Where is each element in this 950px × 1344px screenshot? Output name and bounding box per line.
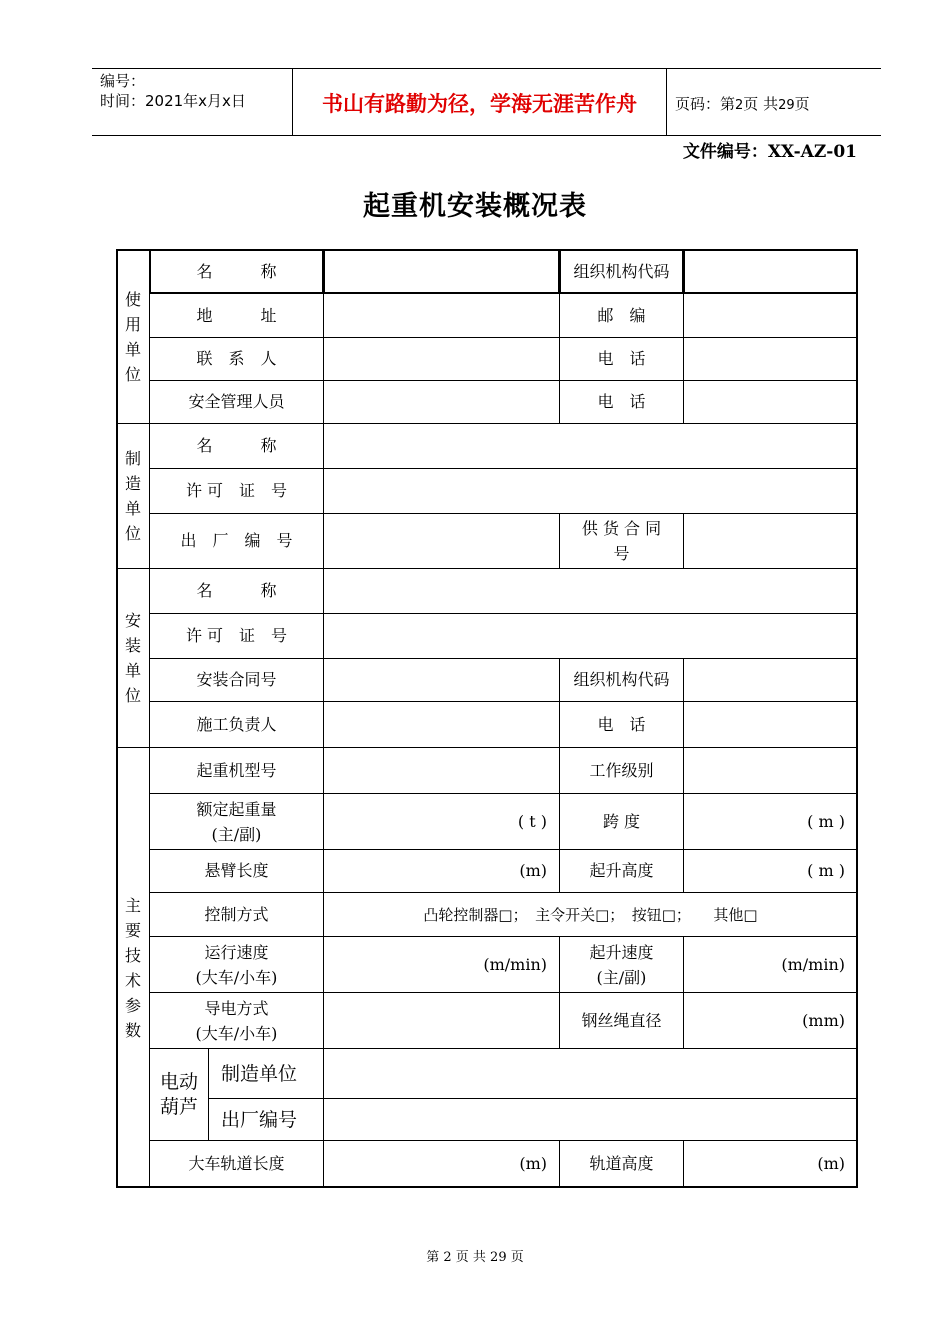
field-power-supply[interactable] bbox=[323, 992, 560, 1049]
unit-m: (m) bbox=[519, 1154, 547, 1173]
field-user-phone[interactable] bbox=[683, 337, 858, 381]
page-prefix: 页码：第 bbox=[675, 95, 736, 113]
label-line: 电动 bbox=[159, 1070, 198, 1093]
header-divider bbox=[666, 69, 667, 135]
unit-t: ( t ) bbox=[517, 811, 547, 831]
label-hoist-serial: 出厂编号 bbox=[208, 1098, 324, 1141]
page-mid: 页 共 bbox=[743, 95, 779, 113]
label-boom-length: 悬臂长度 bbox=[149, 849, 324, 893]
label-line: 起升速度 bbox=[589, 942, 654, 962]
file-number: 文件编号：XX-AZ-01 bbox=[682, 142, 857, 162]
label-hoist-maker: 制造单位 bbox=[208, 1048, 324, 1099]
label-maker-serial: 出 厂 编 号 bbox=[149, 513, 324, 569]
group-char: 制 bbox=[124, 449, 141, 468]
unit-m: (m) bbox=[519, 861, 547, 880]
field-user-name[interactable] bbox=[323, 249, 560, 294]
field-maker-serial[interactable] bbox=[323, 513, 560, 569]
label-install-contract: 安装合同号 bbox=[149, 658, 324, 702]
group-char: 造 bbox=[124, 474, 141, 493]
label-rated-load bbox=[149, 793, 324, 850]
group-char: 位 bbox=[124, 686, 141, 705]
field-construction-leader[interactable] bbox=[323, 701, 560, 748]
group-char: 装 bbox=[124, 636, 141, 655]
group-char: 位 bbox=[124, 364, 141, 384]
page-title: 起重机安装概况表 bbox=[363, 191, 587, 222]
group-maker bbox=[116, 423, 150, 569]
label-crane-model: 起重机型号 bbox=[149, 747, 324, 794]
crane-install-form bbox=[116, 249, 858, 1188]
group-char: 安 bbox=[124, 611, 141, 630]
group-char: 参 bbox=[124, 995, 141, 1015]
page-header bbox=[92, 68, 881, 136]
group-char: 数 bbox=[124, 1020, 141, 1040]
label-user-safety-manager: 安全管理人员 bbox=[149, 380, 324, 424]
field-user-phone-2[interactable] bbox=[683, 380, 858, 424]
label-rail-height: 轨道高度 bbox=[559, 1140, 684, 1188]
unit-mm: (mm) bbox=[802, 1010, 845, 1030]
code-label: 编号： bbox=[100, 72, 146, 90]
field-boom-length[interactable] bbox=[323, 849, 560, 893]
label-user-address: 地 址 bbox=[149, 293, 324, 338]
field-hoist-serial[interactable] bbox=[323, 1098, 858, 1141]
group-char: 技 bbox=[124, 945, 141, 965]
label-travel-speed bbox=[149, 936, 324, 993]
group-char: 单 bbox=[124, 339, 141, 359]
page-footer: 第 2 页 共 29 页 bbox=[426, 1250, 524, 1265]
field-control-mode[interactable] bbox=[323, 892, 858, 937]
group-tech bbox=[116, 747, 150, 1188]
field-user-safety-manager[interactable] bbox=[323, 380, 560, 424]
field-installer-org-code[interactable] bbox=[683, 658, 858, 702]
field-user-contact[interactable] bbox=[323, 337, 560, 381]
group-char: 单 bbox=[124, 661, 141, 680]
label-installer-name: 名 称 bbox=[149, 568, 324, 614]
label-line: (主/副) bbox=[596, 967, 647, 987]
field-rail-height[interactable] bbox=[683, 1140, 858, 1188]
label-installer-org-code: 组织机构代码 bbox=[559, 658, 684, 702]
label-line: 导电方式 bbox=[204, 998, 269, 1018]
label-user-phone: 电 话 bbox=[559, 337, 684, 381]
label-user-phone-2: 电 话 bbox=[559, 380, 684, 424]
label-maker-name: 名 称 bbox=[149, 423, 324, 469]
unit-m: ( m ) bbox=[807, 811, 845, 831]
field-maker-name[interactable] bbox=[323, 423, 858, 469]
label-lift-height: 起升高度 bbox=[559, 849, 684, 893]
group-char: 术 bbox=[124, 970, 141, 990]
label-construction-leader: 施工负责人 bbox=[149, 701, 324, 748]
group-char: 主 bbox=[124, 895, 141, 915]
unit-m: (m) bbox=[817, 1154, 845, 1173]
group-installer bbox=[116, 568, 150, 748]
control-options: 凸轮控制器□； 主令开关□； 按钮□； 其他□ bbox=[423, 905, 758, 924]
label-supply-contract bbox=[559, 513, 684, 569]
field-installer-phone[interactable] bbox=[683, 701, 858, 748]
field-installer-name[interactable] bbox=[323, 568, 858, 614]
label-line: (主/副) bbox=[211, 824, 262, 844]
unit-m-min: (m/min) bbox=[483, 954, 547, 974]
field-rail-length[interactable] bbox=[323, 1140, 560, 1188]
label-rope-diameter: 钢丝绳直径 bbox=[559, 992, 684, 1049]
group-char: 位 bbox=[124, 524, 141, 543]
field-user-postcode[interactable] bbox=[683, 293, 858, 338]
field-work-grade[interactable] bbox=[683, 747, 858, 794]
label-power-supply bbox=[149, 992, 324, 1049]
label-span: 跨 度 bbox=[559, 793, 684, 850]
header-motto: 书山有路勤为径，学海无涯苦作舟 bbox=[322, 90, 637, 116]
label-rail-length: 大车轨道长度 bbox=[149, 1140, 324, 1188]
group-char: 使 bbox=[124, 289, 141, 309]
label-installer-license: 许 可 证 号 bbox=[149, 613, 324, 659]
field-user-address[interactable] bbox=[323, 293, 560, 338]
field-maker-license[interactable] bbox=[323, 468, 858, 514]
group-char: 要 bbox=[124, 920, 141, 940]
time-label: 时间：2021年x月x日 bbox=[100, 92, 246, 110]
label-control-mode: 控制方式 bbox=[149, 892, 324, 937]
label-lift-speed bbox=[559, 936, 684, 993]
label-user-contact: 联 系 人 bbox=[149, 337, 324, 381]
label-user-name: 名 称 bbox=[149, 249, 324, 294]
field-supply-contract[interactable] bbox=[683, 513, 858, 569]
label-line: 号 bbox=[613, 544, 630, 563]
label-line: 供 货 合 同 bbox=[581, 519, 662, 538]
field-crane-model[interactable] bbox=[323, 747, 560, 794]
label-maker-license: 许 可 证 号 bbox=[149, 468, 324, 514]
field-installer-license[interactable] bbox=[323, 613, 858, 659]
field-lift-speed[interactable] bbox=[683, 936, 858, 993]
header-meta bbox=[100, 71, 246, 111]
page-number: 2 bbox=[735, 98, 744, 113]
field-span[interactable] bbox=[683, 793, 858, 850]
group-char: 单 bbox=[124, 499, 141, 518]
group-char: 用 bbox=[124, 314, 141, 334]
field-user-org-code[interactable] bbox=[683, 249, 858, 294]
page-total: 29 bbox=[778, 98, 795, 113]
label-electric-hoist bbox=[149, 1048, 209, 1141]
label-line: 葫芦 bbox=[159, 1095, 198, 1118]
header-page-info bbox=[675, 93, 810, 114]
unit-m-min: (m/min) bbox=[781, 954, 845, 974]
unit-m: ( m ) bbox=[807, 861, 845, 880]
field-rope-diameter[interactable] bbox=[683, 992, 858, 1049]
group-user bbox=[116, 249, 150, 424]
label-line: (大车/小车) bbox=[195, 967, 278, 987]
label-installer-phone: 电 话 bbox=[559, 701, 684, 748]
field-travel-speed[interactable] bbox=[323, 936, 560, 993]
label-line: 运行速度 bbox=[204, 942, 269, 962]
page-suffix: 页 bbox=[794, 95, 810, 113]
field-install-contract[interactable] bbox=[323, 658, 560, 702]
label-user-postcode: 邮 编 bbox=[559, 293, 684, 338]
label-line: 额定起重量 bbox=[196, 799, 277, 819]
field-lift-height[interactable] bbox=[683, 849, 858, 893]
label-user-org-code: 组织机构代码 bbox=[559, 249, 684, 294]
label-work-grade: 工作级别 bbox=[559, 747, 684, 794]
label-line: (大车/小车) bbox=[195, 1023, 278, 1043]
field-hoist-maker[interactable] bbox=[323, 1048, 858, 1099]
field-rated-load[interactable] bbox=[323, 793, 560, 850]
